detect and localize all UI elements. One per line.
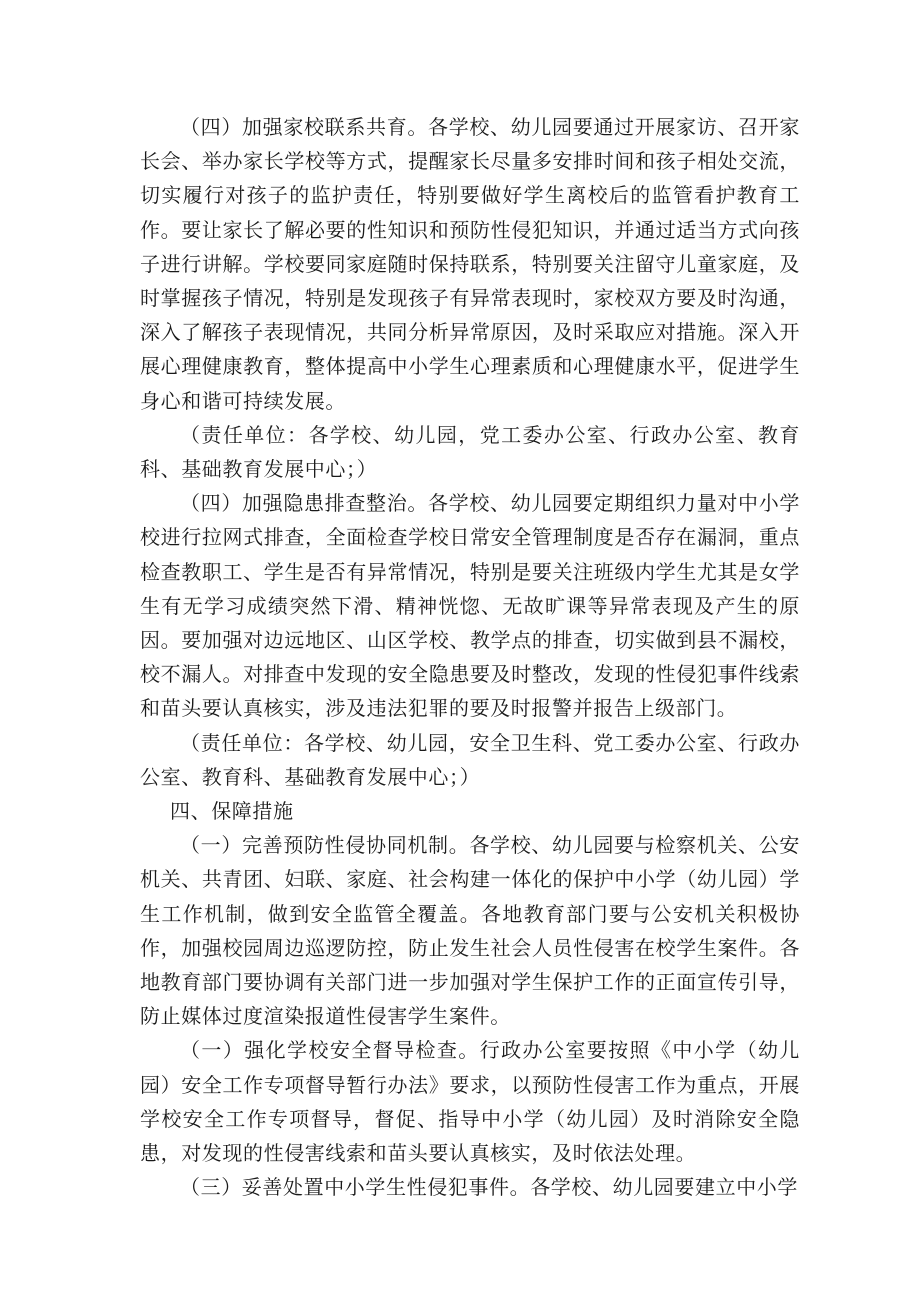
paragraph-home-school-cooperation: （四）加强家校联系共育。各学校、幼儿园要通过开展家访、召开家长会、举办家长学校等方式，提醒家长尽量多安排时间和孩子相处交流，切实履行对孩子的监护责任，特别要做好学生离校后的监管看护教育工作。要让家长了解必要的性知识和预防性侵犯知识，并通过适当方式向孩子进行讲解。学校要同家庭随时保持联系，特别要关注留守儿童家庭，及时掌握孩子情况，特别是发现孩子有异常表现时，家校双方要及时沟通，深入了解孩子表现情况，共同分析异常原因，及时采取应对措施。深入开展心理健康教育，整体提高中小学生心理素质和心理健康水平，促进学生身心和谐可持续发展。: [140, 115, 800, 413]
document-body: [140, 110, 800, 1205]
paragraph-hazard-inspection: （四）加强隐患排查整治。各学校、幼儿园要定期组织力量对中小学校进行拉网式排查，全面检查学校日常安全管理制度是否存在漏洞，重点检查教职工、学生是否有异常情况，特别是要关注班级内学生尤其是女学生有无学习成绩突然下滑、精神恍惚、无故旷课等异常表现及产生的原因。要加强对边远地区、山区学校、教学点的排查，切实做到县不漏校，校不漏人。对排查中发现的安全隐患要及时整改，发现的性侵犯事件线索和苗头要认真核实，涉及违法犯罪的要及时报警并报告上级部门。: [140, 491, 800, 721]
paragraph-responsible-units-1: （责任单位：各学校、幼儿园，党工委办公室、行政办公室、教育科、基础教育发展中心；）: [140, 422, 800, 482]
paragraph-responsible-units-2: （责任单位：各学校、幼儿园，安全卫生科、党工委办公室、行政办公室、教育科、基础教育发展中心；）: [140, 730, 800, 789]
paragraph-incident-handling: （三）妥善处置中小学生性侵犯事件。各学校、幼儿园要建立中小学: [180, 1175, 798, 1200]
paragraph-safety-supervision: （一）强化学校安全督导检查。行政办公室要按照《中小学（幼儿园）安全工作专项督导暂行办法》要求，以预防性侵害工作为重点，开展学校安全工作专项督导，督促、指导中小学（幼儿园）及时消除安全隐患，对发现的性侵害线索和苗头要认真核实，及时依法处理。: [140, 1038, 800, 1166]
section-heading-safeguard-measures: 四、保障措施: [170, 799, 294, 824]
paragraph-coordination-mechanism: （一）完善预防性侵协同机制。各学校、幼儿园要与检察机关、公安机关、共青团、妇联、家庭、社会构建一体化的保护中小学（幼儿园）学生工作机制，做到安全监管全覆盖。各地教育部门要与公安机关积极协作，加强校园周边巡逻防控，防止发生社会人员性侵害在校学生案件。各地教育部门要协调有关部门进一步加强对学生保护工作的正面宣传引导，防止媒体过度渲染报道性侵害学生案件。: [140, 833, 800, 1029]
